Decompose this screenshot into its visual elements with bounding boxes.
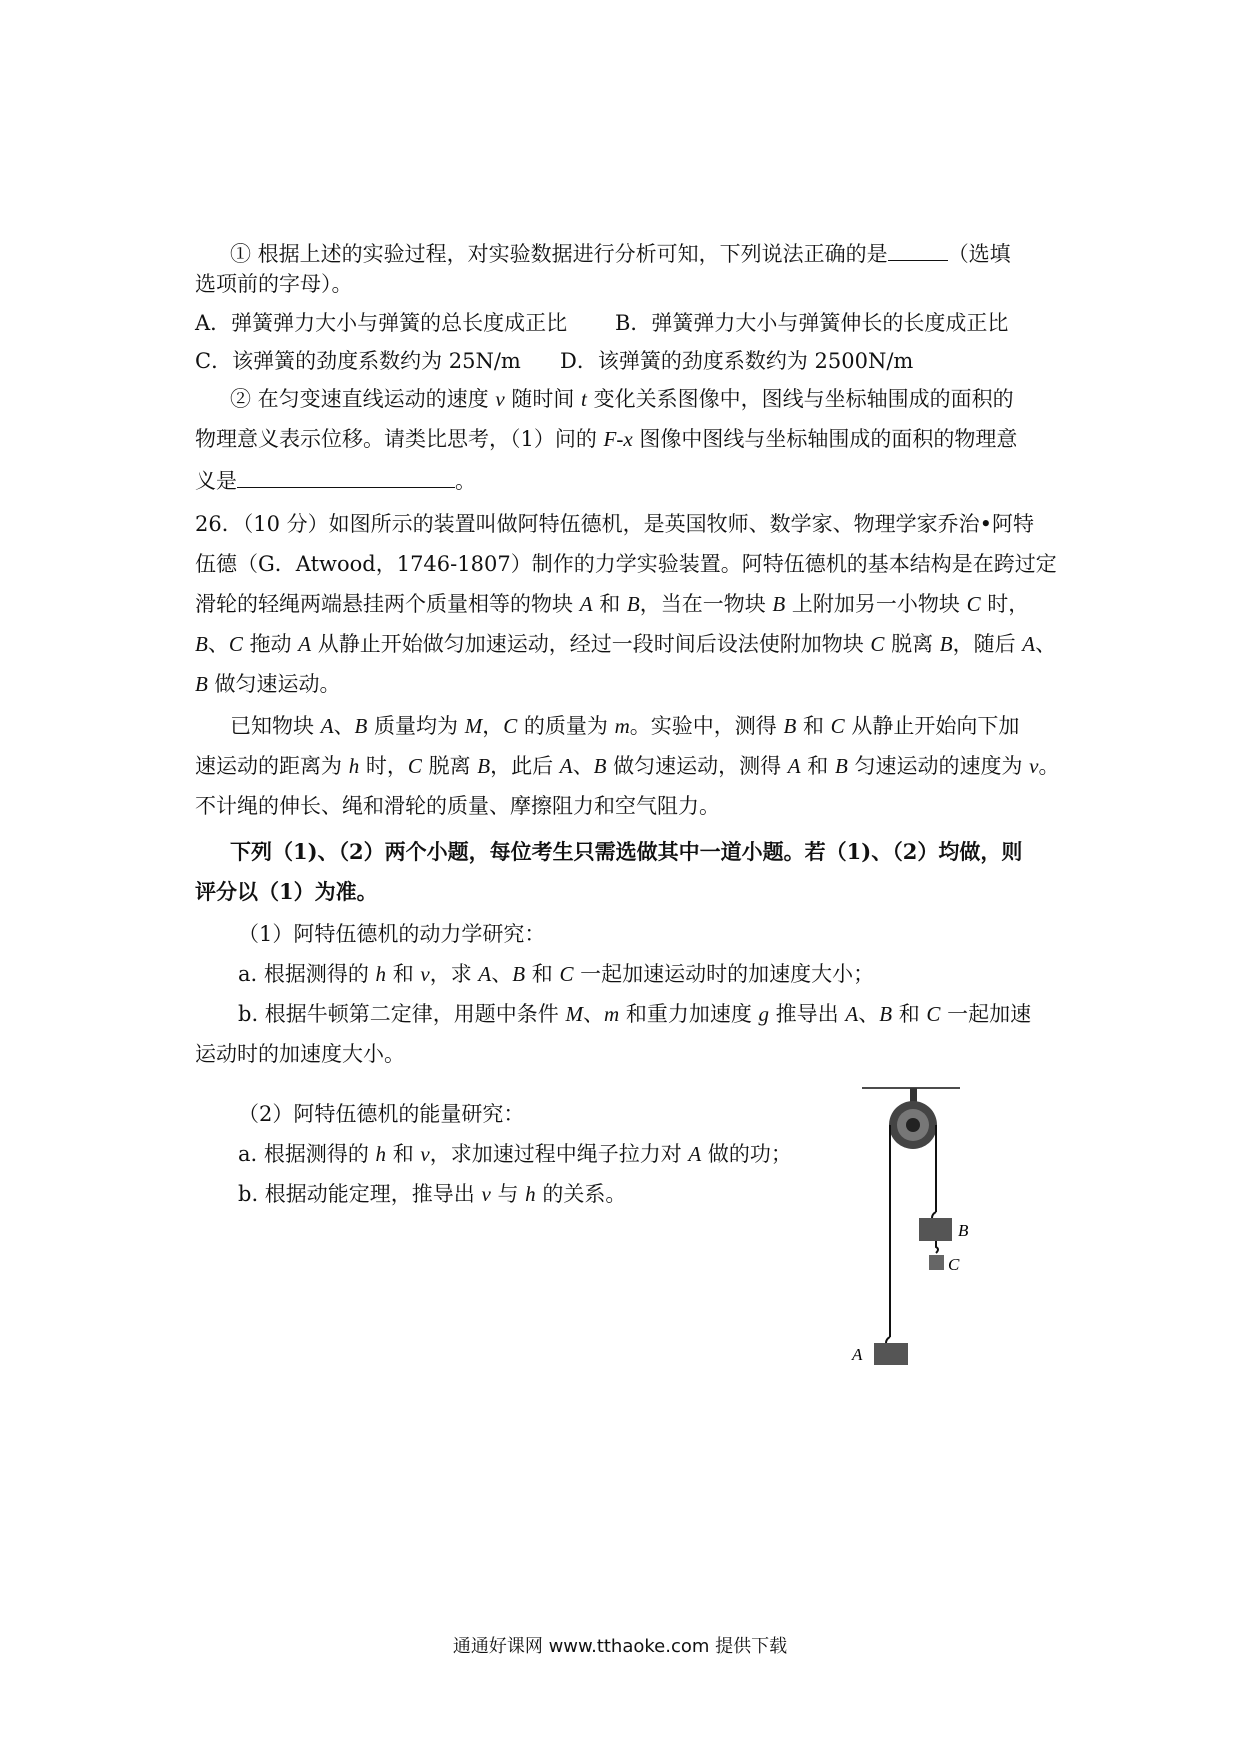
subq2-b: b. 根据动能定理，推导出 v 与 h 的关系。	[238, 1182, 627, 1206]
block-a	[874, 1343, 908, 1365]
elective-note-line2: 评分以（1）为准。	[195, 879, 378, 904]
atwood-machine-figure	[850, 1080, 970, 1380]
q26-given-line2: 速运动的距离为 h 时，C 脱离 B，此后 A、B 做匀速运动，测得 A 和 B 匀速运动的速度为 v。	[195, 754, 1060, 778]
page-footer: 通通好课网 www.tthaoke.com 提供下载	[452, 1636, 788, 1657]
q26-given-line3: 不计绳的伸长、绳和滑轮的质量、摩擦阻力和空气阻力。	[195, 794, 720, 818]
option-c: C．该弹簧的劲度系数约为 25N/m	[195, 349, 521, 373]
subq1-b-line2: 运动时的加速度大小。	[195, 1042, 405, 1066]
q26-line5: B 做匀速运动。	[195, 672, 341, 696]
q25-part2-line3: 义是 。	[195, 465, 476, 495]
option-d: D．该弹簧的劲度系数约为 2500N/m	[560, 349, 914, 373]
q26-line3: 滑轮的轻绳两端悬挂两个质量相等的物块 A 和 B，当在一物块 B 上附加另一小物块 C 时，	[195, 592, 1030, 616]
hook-c	[936, 1241, 938, 1253]
option-a: A．弹簧弹力大小与弹簧的总长度成正比	[195, 311, 568, 335]
answer-blank	[237, 465, 455, 488]
subq1-title: （1）阿特伍德机的动力学研究：	[238, 922, 546, 946]
subq1-b-line1: b. 根据牛顿第二定律，用题中条件 M、m 和重力加速度 g 推导出 A、B 和 C 一起加速	[238, 1002, 1032, 1026]
option-b: B．弹簧弹力大小与弹簧伸长的长度成正比	[615, 311, 1009, 335]
subq2-a: a. 根据测得的 h 和 v，求加速过程中绳子拉力对 A 做的功；	[238, 1142, 792, 1166]
hook-a	[886, 1337, 890, 1343]
subq1-a: a. 根据测得的 h 和 v，求 A、B 和 C 一起加速运动时的加速度大小；	[238, 962, 875, 986]
q25-part1-line2: 选项前的字母）。	[195, 272, 353, 296]
q25-part2-line1: ② 在匀变速直线运动的速度 v 随时间 t 变化关系图像中，图线与坐标轴围成的面积的	[230, 387, 1014, 411]
hook-b	[932, 1212, 936, 1218]
elective-note-line1: 下列（1)、（2）两个小题，每位考生只需选做其中一道小题。若（1)、（2）均做，则	[230, 839, 1023, 864]
q25-part2-line2: 物理意义表示位移。请类比思考，（1）问的 F-x 图像中图线与坐标轴围成的面积的物理意	[195, 427, 1018, 451]
q26-line2: 伍德（G．Atwood，1746-1807）制作的力学实验装置。阿特伍德机的基本结构是在跨过定	[195, 552, 1057, 576]
q26-given-line1: 已知物块 A、B 质量均为 M，C 的质量为 m。实验中，测得 B 和 C 从静止开始向下加	[230, 714, 1020, 738]
q26-line1: 26．（10 分）如图所示的装置叫做阿特伍德机，是英国牧师、数学家、物理学家乔治•阿特	[195, 512, 1035, 536]
label-b: B	[958, 1221, 969, 1240]
pulley-hub	[906, 1118, 920, 1132]
q25-part1-line1: ① 根据上述的实验过程，对实验数据进行分析可知，下列说法正确的是 （选填	[230, 238, 1011, 268]
block-c	[929, 1255, 944, 1270]
block-b	[919, 1218, 952, 1241]
label-c: C	[948, 1255, 960, 1274]
q26-line4: B、C 拖动 A 从静止开始做匀加速运动，经过一段时间后设法使附加物块 C 脱离 B，随后 A、	[195, 632, 1057, 656]
label-a: A	[852, 1345, 863, 1364]
answer-blank	[888, 238, 948, 261]
subq2-title: （2）阿特伍德机的能量研究：	[238, 1102, 525, 1126]
